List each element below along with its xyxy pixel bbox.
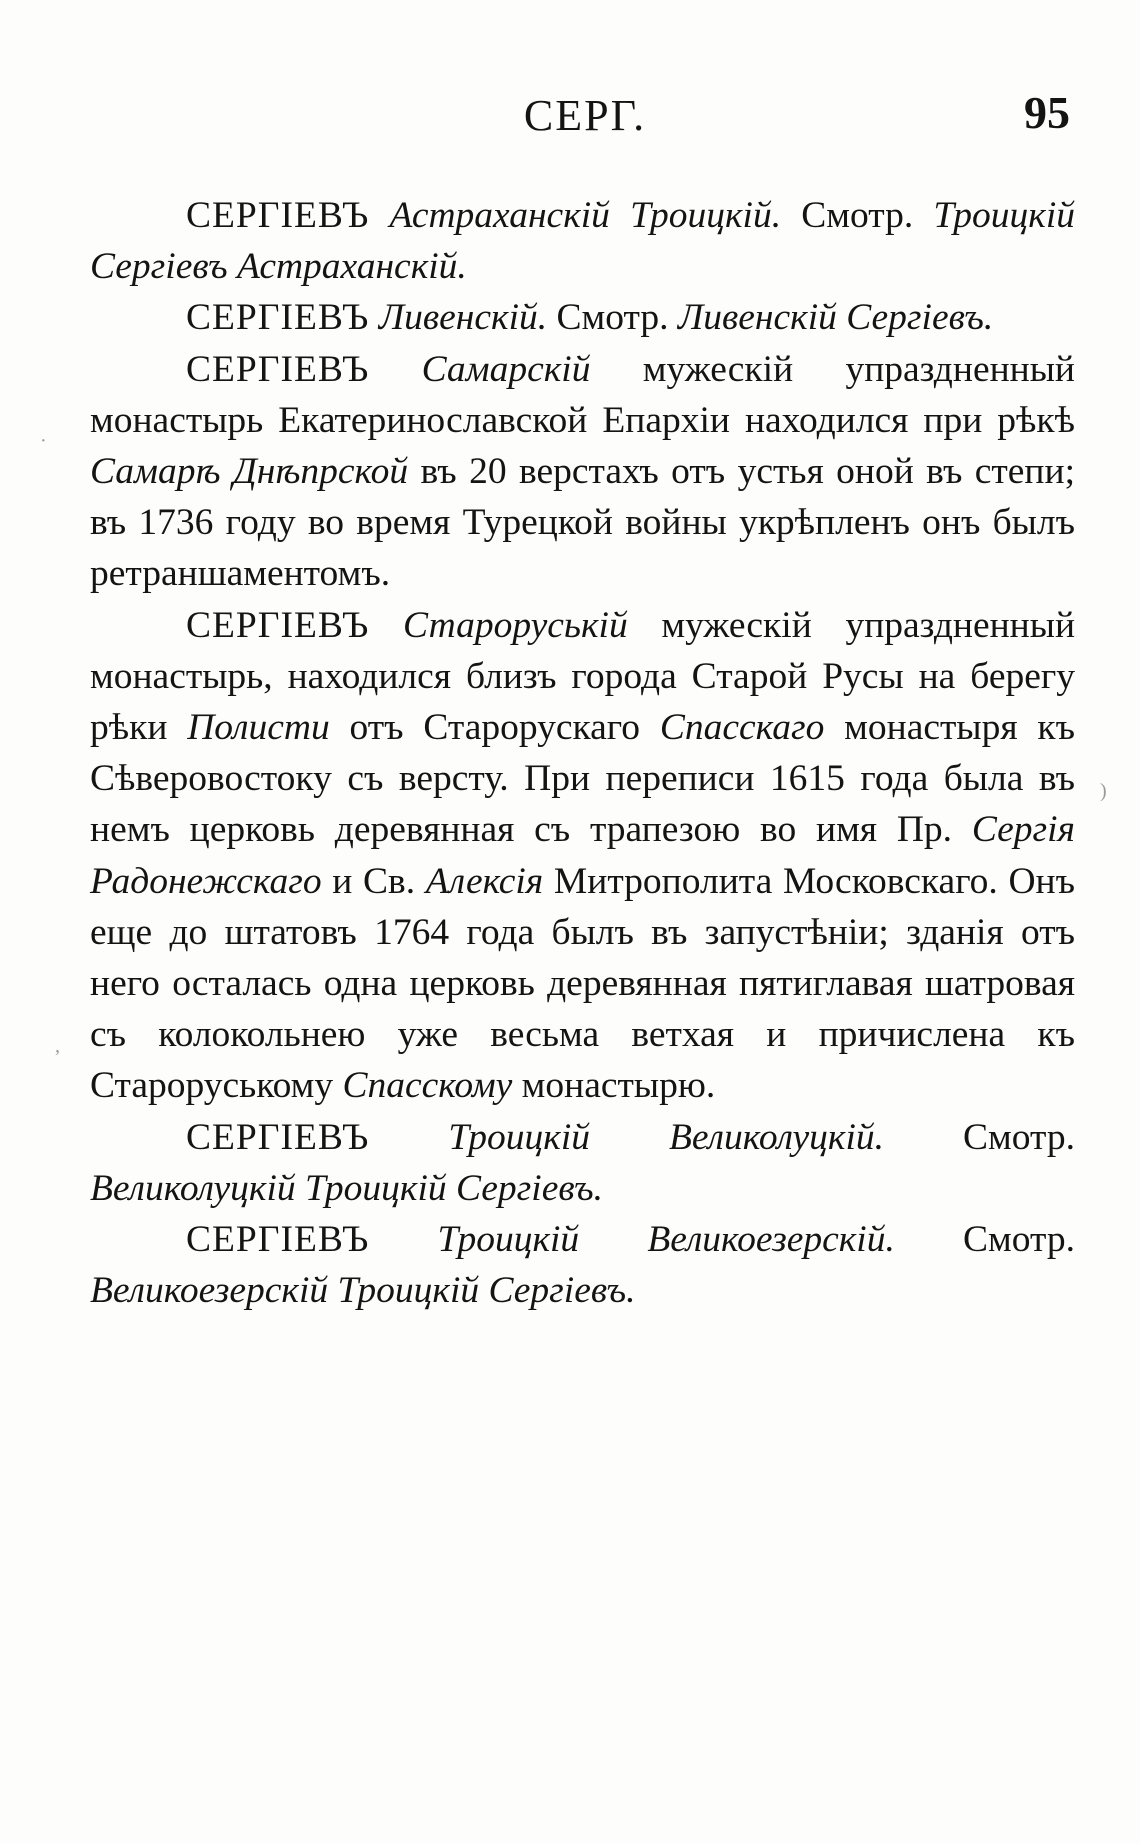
entry-text-segment: Спасскаго [659, 707, 825, 749]
entry-text-segment: Великоезерскій Троицкій Сергіевъ. [90, 1270, 636, 1312]
entry-headword: СЕРГІЕВЪ [186, 297, 370, 339]
entry-text-segment: Смотр. [884, 1116, 1075, 1158]
entry-text-segment: Самарскій [369, 348, 591, 390]
running-title: СЕРГ. [523, 91, 647, 140]
entry-headword: СЕРГІЕВЪ [186, 348, 370, 390]
dictionary-text [90, 190, 1075, 1316]
entry-text-segment: Смотр. [781, 195, 934, 236]
entry-text-segment: Троицкій Великоезерскій. [369, 1219, 895, 1261]
entry-headword: СЕРГІЕВЪ [186, 604, 370, 646]
entry-text-segment: Смотр. [547, 297, 678, 339]
entry-text-segment: Ливенскій. [369, 297, 548, 339]
entry-text-segment: Самарѣ Днѣпрской [90, 451, 409, 493]
margin-speck: , [55, 1035, 60, 1057]
page-number: 95 [1024, 87, 1070, 138]
dictionary-entry [90, 1214, 1075, 1316]
entry-text-segment: въ 20 верстахъ отъ устья оной въ степи; въ 1736 году во время Турецкой войны укрѣпленъ онъ былъ ретраншаментомъ. [90, 451, 1075, 595]
running-head [90, 86, 1080, 146]
entry-text-segment: Троицкій Сергіевъ Астраханскій. [90, 195, 1075, 288]
dictionary-entry [90, 344, 1075, 600]
entry-text-segment: Астраханскій Троицкій. [369, 195, 782, 236]
entry-text-segment: Троицкій Великолуцкій. [369, 1116, 884, 1158]
dictionary-entry [90, 190, 1075, 292]
entry-text-segment: Сергія Радонежскаго [90, 809, 1075, 902]
margin-speck: ) [1100, 780, 1107, 802]
entry-text-segment: монастыря къ Сѣверовостоку съ версту. При переписи 1615 года была въ немъ церковь деревянная съ трапезою во имя Пр. [90, 707, 1076, 851]
entry-text-segment: Великолуцкій Троицкій Сергіевъ. [90, 1167, 603, 1209]
margin-speck: · [40, 430, 47, 452]
entry-text-segment: Спасскому [342, 1065, 513, 1107]
entry-headword: СЕРГІЕВЪ [186, 195, 370, 236]
dictionary-entry [90, 600, 1075, 1112]
entry-text-segment: Смотр. [894, 1219, 1075, 1261]
dictionary-entry [90, 292, 1075, 343]
entry-text-segment: монастырю. [512, 1065, 716, 1107]
entry-text-segment: Староруській [369, 604, 628, 646]
entry-text-segment: Полисти [187, 707, 330, 749]
entry-text-segment: Митрополита Московскаго. Онъ еще до штатовъ 1764 года былъ въ запустѣніи; зданія отъ него осталась одна церковь деревянная пятиглавая шатровая съ колокольнею уже весьма ветхая и причислена къ Староруському [90, 860, 1075, 1107]
entry-text-segment: Алексія [425, 860, 544, 902]
entry-headword: СЕРГІЕВЪ [186, 1116, 370, 1158]
entry-text-segment: мужескій упраздненный монастырь, находился близъ города Старой Русы на берегу рѣки [90, 604, 1076, 749]
entry-text-segment: и Св. [321, 860, 426, 902]
entry-text-segment: Ливенскій Сергіевъ. [677, 297, 994, 339]
entry-headword: СЕРГІЕВЪ [186, 1219, 370, 1261]
dictionary-entry [90, 1112, 1075, 1214]
entry-text-segment: мужескій упраздненный монастырь Екатеринославской Епархіи находился при рѣкѣ [90, 348, 1076, 441]
entry-text-segment: отъ Старорускаго [329, 707, 660, 749]
